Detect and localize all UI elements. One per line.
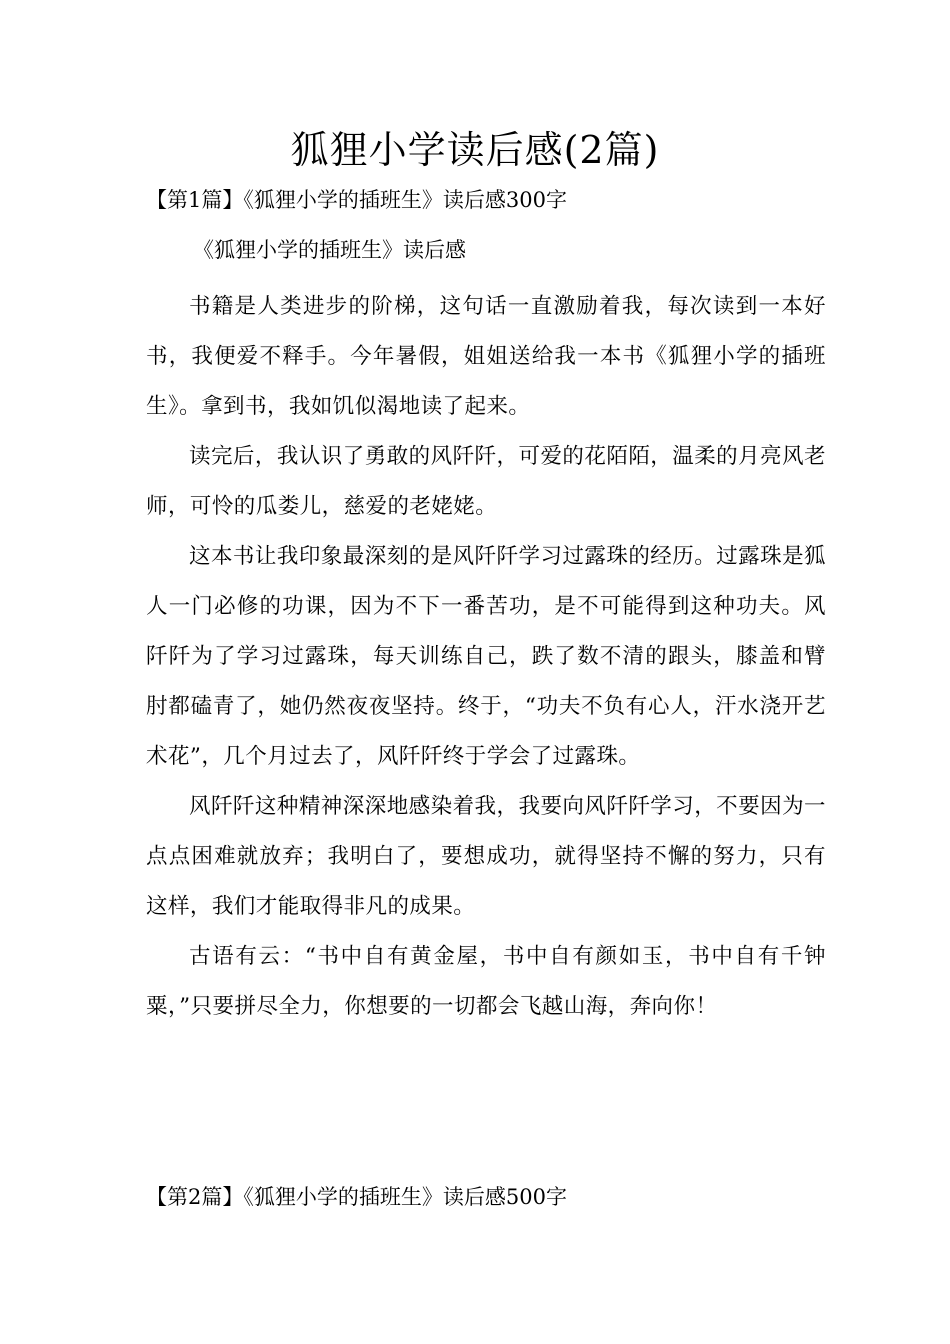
paragraph-1: 书籍是人类进步的阶梯，这句话一直激励着我，每次读到一本好书，我便爱不释手。今年暑假，姐姐送给我一本书《狐狸小学的插班生》。拿到书，我如饥似渴地读了起来。	[146, 294, 826, 419]
paragraph-5: 古语有云：“书中自有黄金屋，书中自有颜如玉，书中自有千钟粟，”只要拼尽全力，你想要的一切都会飞越山海，奔向你！	[146, 944, 826, 1019]
paragraph-4: 风阡阡这种精神深深地感染着我，我要向风阡阡学习，不要因为一点点困难就放弃；我明白了，要想成功，就得坚持不懈的努力，只有这样，我们才能取得非凡的成果。	[146, 794, 826, 919]
paragraph-2: 读完后，我认识了勇敢的风阡阡，可爱的花陌陌，温柔的月亮风老师，可怜的瓜娄儿，慈爱的老姥姥。	[146, 444, 826, 519]
document-title: 狐狸小学读后感(2篇)	[290, 128, 660, 172]
essay-subtitle: 《狐狸小学的插班生》读后感	[193, 238, 466, 262]
section-2-heading: 【第2篇】《狐狸小学的插班生》读后感500字	[146, 1185, 567, 1209]
paragraph-3: 这本书让我印象最深刻的是风阡阡学习过露珠的经历。过露珠是狐人一门必修的功课，因为不下一番苦功，是不可能得到这种功夫。风阡阡为了学习过露珠，每天训练自己，跌了数不清的跟头，膝盖和臂肘都磕青了，她仍然夜夜坚持。终于，“功夫不负有心人，汗水浇开艺术花”，几个月过去了，风阡阡终于学会了过露珠。	[146, 544, 826, 769]
essay-body	[146, 282, 826, 1032]
section-1-heading: 【第1篇】《狐狸小学的插班生》读后感300字	[146, 188, 567, 212]
